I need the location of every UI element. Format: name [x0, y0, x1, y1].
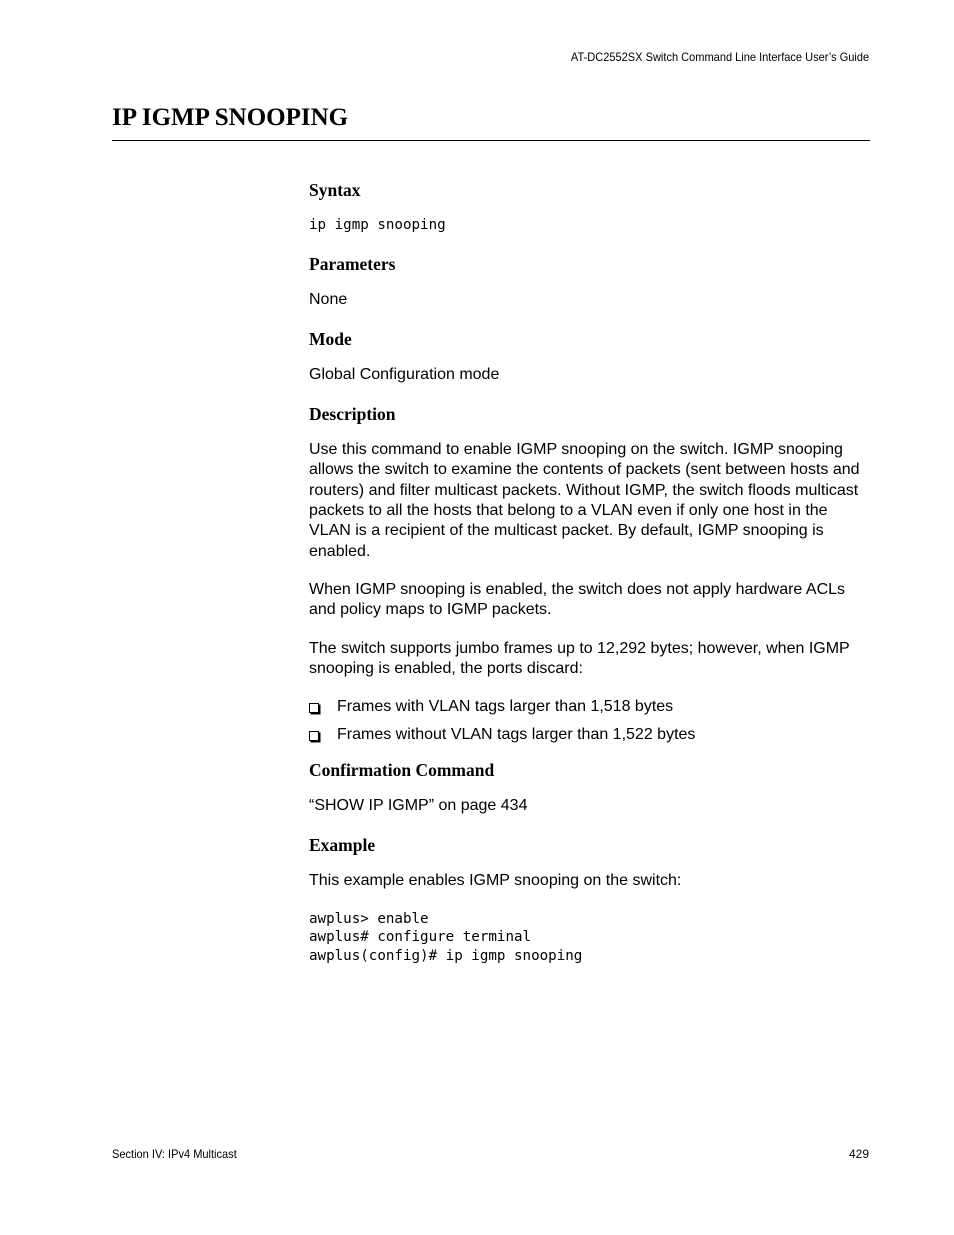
parameters-text: None: [309, 290, 348, 308]
example-code: awplus> enable awplus# configure terminal awplus(config)# ip igmp snooping: [309, 910, 583, 964]
confirmation-heading: Confirmation Command: [309, 760, 495, 781]
list-item: [309, 725, 869, 745]
discard-list: [309, 697, 869, 745]
description-paragraph: The switch supports jumbo frames up to 12,292 bytes; however, when IGMP snooping is enabled, the ports discard:: [309, 639, 850, 677]
footer-section: Section IV: IPv4 Multicast: [112, 1147, 237, 1161]
footer-page-number: 429: [848, 1147, 869, 1161]
content: [309, 179, 869, 984]
syntax-code: ip igmp snooping: [309, 217, 446, 233]
title-rule: [112, 140, 870, 141]
checkbox-bullet-icon: [309, 703, 319, 713]
description-paragraph: When IGMP snooping is enabled, the switch does not apply hardware ACLs and policy maps to IGMP packets.: [309, 580, 846, 619]
running-header: AT-DC2552SX Switch Command Line Interface User’s Guide: [570, 50, 869, 64]
mode-text: Global Configuration mode: [309, 365, 500, 383]
description-paragraph: Use this command to enable IGMP snooping on the switch. IGMP snooping allows the switch to examine the contents of packets (sent between hosts and routers) and filter multicast packets. Without IGMP, the switch floods multicast packets to all the hosts that belong to a VLAN even if only one host in the VLAN is a recipient of the multicast packet. By default, IGMP snooping is enabled.: [309, 441, 860, 560]
syntax-heading: Syntax: [309, 180, 361, 200]
example-text: This example enables IGMP snooping on the switch:: [309, 872, 682, 890]
example-heading: Example: [309, 835, 376, 856]
list-item-text: Frames with VLAN tags larger than 1,518 bytes: [337, 698, 674, 716]
mode-heading: Mode: [309, 328, 352, 349]
page-title: IP IGMP SNOOPING: [112, 104, 349, 131]
checkbox-bullet-icon: [309, 731, 319, 741]
parameters-heading: Parameters: [309, 253, 396, 274]
show-ip-igmp-link[interactable]: “SHOW IP IGMP” on page 434: [309, 797, 528, 815]
list-item: [309, 697, 869, 717]
description-heading: Description: [309, 404, 396, 425]
list-item-text: Frames without VLAN tags larger than 1,522 bytes: [337, 726, 696, 744]
